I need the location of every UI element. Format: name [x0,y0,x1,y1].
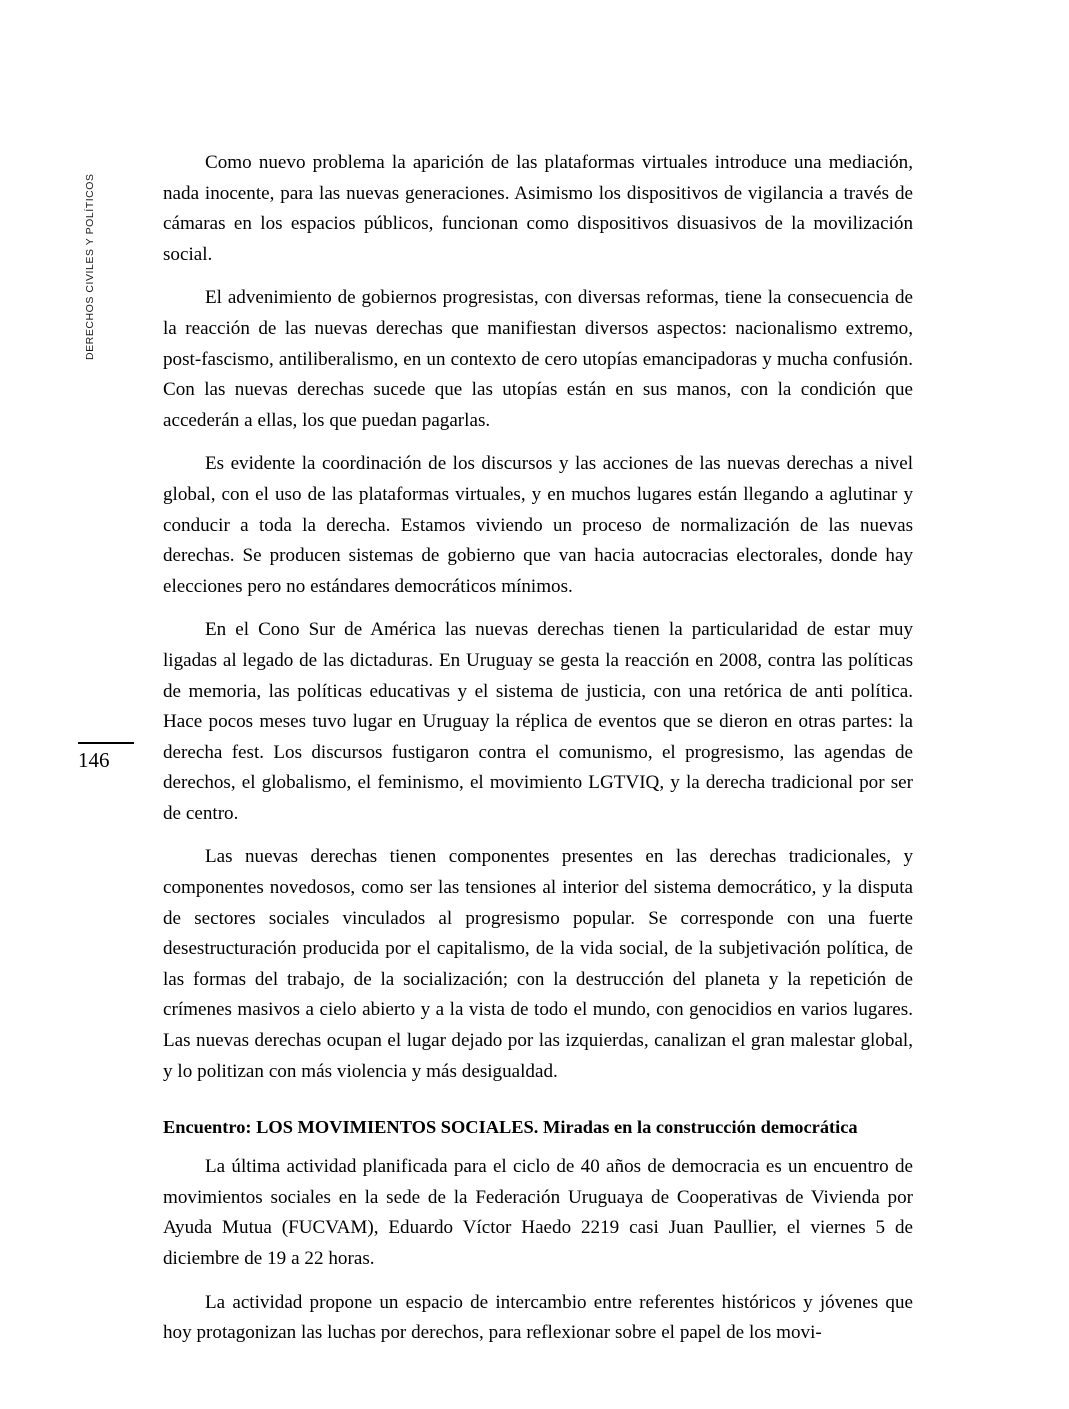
folio-rule [78,742,134,744]
paragraph: La última actividad planificada para el ciclo de 40 años de democracia es un encuentro de movimientos sociales en la sede de la Federación Uruguaya de Cooperativas de Vivienda por Ayuda Mutua (FUCVAM), Eduardo Víctor Haedo 2219 casi Juan Paullier, el viernes 5 de diciembre de 19 a 22 horas. [163,1156,913,1269]
body-text-column [163,148,913,1349]
paragraph: Como nuevo problema la aparición de las plataformas virtuales introduce una mediación, nada inocente, para las nuevas generaciones. Asimismo los dispositivos de vigilancia a través de cámaras en los espacios públicos, funcionan como dispositivos disuasivos de la movilización social. [163,152,913,265]
paragraph: La actividad propone un espacio de intercambio entre referentes históricos y jóvenes que hoy protagonizan las luchas por derechos, para reflexionar sobre el papel de los movi- [163,1291,913,1344]
section-subheading: Encuentro: LOS MOVIMIENTOS SOCIALES. Miradas en la construcción democrática [163,1117,858,1138]
paragraph: El advenimiento de gobiernos progresistas, con diversas reformas, tiene la consecuencia de la reacción de las nuevas derechas que manifiestan diversos aspectos: nacionalismo extremo, post-fascismo, antiliberalismo, en un contexto de cero utopías emancipadoras y mucha confusión. Con las nuevas derechas sucede que las utopías están en sus manos, con la condición que accederán a ellas, los que puedan pagarlas. [163,287,913,431]
folio [78,742,138,771]
page-number: 146 [78,747,110,772]
paragraph: Las nuevas derechas tienen componentes presentes en las derechas tradicionales, y componentes novedosos, como ser las tensiones al interior del sistema democrático, y la disputa de sectores sociales vinculados al progresismo popular. Se corresponde con una fuerte desestructuración producida por el capitalismo, de la vida social, de la subjetivación política, de las formas del trabajo, de la socialización; con la destrucción del planeta y la repetición de crímenes masivos a cielo abierto y a la vista de todo el mundo, con genocidios en varios lugares. Las nuevas derechas ocupan el lugar dejado por las izquierdas, canalizan el gran malestar global, y lo politizan con más violencia y más desigualdad. [163,846,913,1082]
running-head: DERECHOS CIVILES Y POLÍTICOS [84,173,96,360]
paragraph: En el Cono Sur de América las nuevas derechas tienen la particularidad de estar muy ligadas al legado de las dictaduras. En Uruguay se gesta la reacción en 2008, contra las políticas de memoria, las políticas educativas y el sistema de justicia, con una retórica de anti política. Hace pocos meses tuvo lugar en Uruguay la réplica de eventos que se dieron en otras partes: la derecha fest. Los discursos fustigaron contra el comunismo, el progresismo, las agendas de derechos, el globalismo, el feminismo, el movimiento LGTVIQ, y la derecha tradicional por ser de centro. [163,619,913,824]
paragraph: Es evidente la coordinación de los discursos y las acciones de las nuevas derechas a nivel global, con el uso de las plataformas virtuales, y en muchos lugares están llegando a aglutinar y conducir a toda la derecha. Estamos viviendo un proceso de normalización de las nuevas derechas. Se producen sistemas de gobierno que van hacia autocracias electorales, donde hay elecciones pero no estándares democráticos mínimos. [163,453,913,597]
